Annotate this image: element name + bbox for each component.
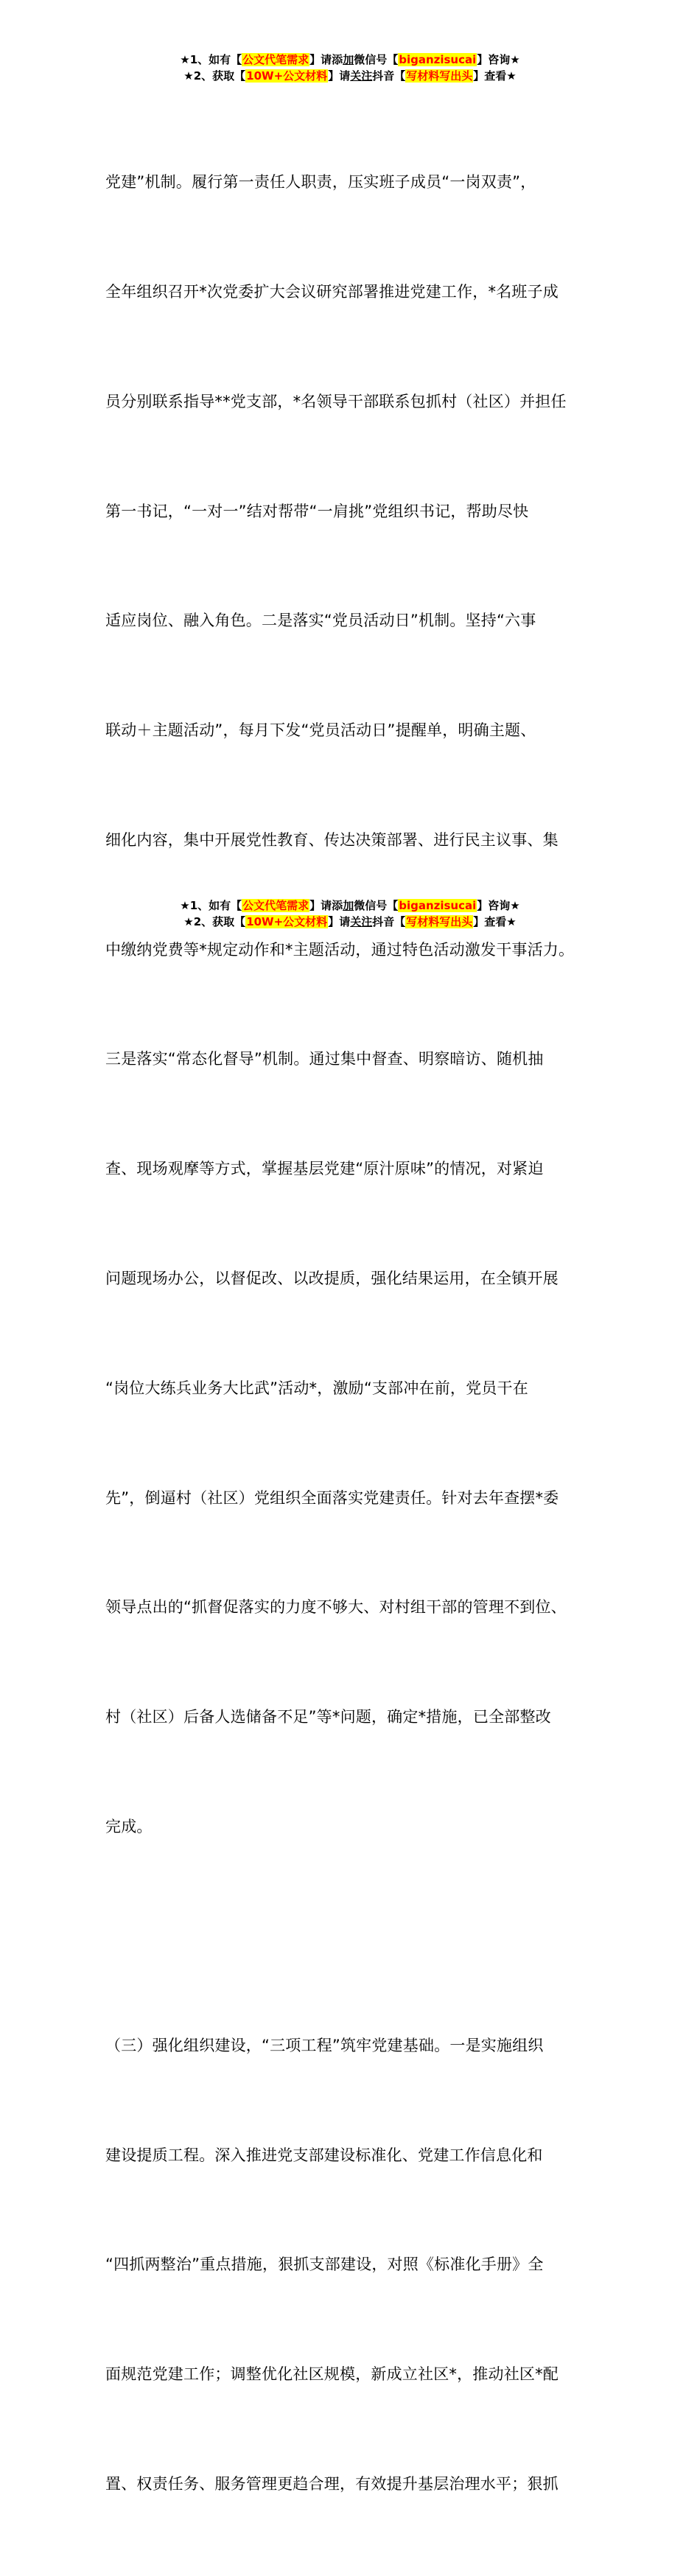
- text-line: 联动＋主题活动”，每月下发“党员活动日”提醒单，明确主题、: [105, 721, 536, 740]
- banner-highlight: 公文代笔需求: [242, 53, 309, 66]
- banner-text: 微信号【: [354, 899, 399, 912]
- banner-text: 】查看★: [473, 69, 517, 83]
- document-body: [105, 91, 606, 2576]
- text-line: 面规范党建工作；调整优化社区规模，新成立社区*，推动社区*配: [105, 2365, 559, 2384]
- text-line: 细化内容，集中开展党性教育、传达决策部署、进行民主议事、集: [105, 830, 559, 849]
- text-line: 第一书记，“一对一”结对帮带“一肩挑”党组织书记，帮助尽快: [105, 502, 529, 520]
- paragraph-spacer: [105, 1919, 606, 1955]
- banner-line-2: [0, 914, 700, 930]
- banner-highlight: 写材料写出头: [406, 69, 473, 83]
- paragraph-2: [105, 1955, 606, 2576]
- banner-underlined-text: 关注: [350, 915, 373, 928]
- text-line: 建设提质工程。深入推进党支部建设标准化、党建工作信息化和: [105, 2146, 543, 2164]
- banner-text: 】请: [328, 69, 351, 83]
- banner-text: 】查看★: [473, 915, 517, 928]
- banner-text: ★2、获取【: [183, 915, 246, 928]
- banner-underlined-text: 加: [343, 53, 354, 66]
- paragraph-1: [105, 91, 606, 1919]
- banner-text: 】请: [328, 915, 351, 928]
- text-line: 员分别联系指导**党支部，*名领导干部联系包抓村（社区）并担任: [105, 392, 567, 410]
- banner-text: 抖音【: [372, 915, 406, 928]
- header-banner: [0, 52, 700, 84]
- text-line: 置、权责任务、服务管理更趋合理，有效提升基层治理水平；狠抓: [105, 2475, 559, 2493]
- banner-highlight: 写材料写出头: [406, 915, 473, 928]
- text-line: “四抓两整治”重点措施，狠抓支部建设，对照《标准化手册》全: [105, 2255, 544, 2274]
- text-line: （三）强化组织建设，“三项工程”筑牢党建基础。一是实施组织: [105, 2036, 544, 2054]
- banner-highlight: 10W+公文材料: [246, 915, 328, 928]
- text-line: 村（社区）后备人选储备不足”等*问题，确定*措施，已全部整改: [105, 1708, 551, 1726]
- footer-banner: [0, 897, 700, 930]
- banner-text: ★2、获取【: [183, 69, 246, 83]
- banner-line-2: [0, 68, 700, 84]
- banner-highlight: biganzisucai: [399, 53, 477, 66]
- banner-highlight: 公文代笔需求: [242, 899, 309, 912]
- text-line: 全年组织召开*次党委扩大会议研究部署推进党建工作，*名班子成: [105, 282, 559, 301]
- banner-text: 】咨询★: [477, 899, 520, 912]
- banner-highlight: 10W+公文材料: [246, 69, 328, 83]
- text-line: 党建”机制。履行第一责任人职责，压实班子成员“一岗双责”，: [105, 173, 536, 192]
- text-line: 适应岗位、融入角色。二是落实“党员活动日”机制。坚持“六事: [105, 612, 536, 630]
- text-line: 查、现场观摩等方式，掌握基层党建“原汁原味”的情况，对紧迫: [105, 1160, 544, 1178]
- banner-line-1: [0, 52, 700, 68]
- banner-text: 抖音【: [372, 69, 406, 83]
- banner-highlight: biganzisucai: [399, 899, 477, 912]
- banner-text: 】咨询★: [477, 53, 520, 66]
- text-line: 领导点出的“抓督促落实的力度不够大、对村组干部的管理不到位、: [105, 1598, 567, 1617]
- banner-underlined-text: 关注: [350, 69, 373, 83]
- text-line: 先”，倒逼村（社区）党组织全面落实党建责任。针对去年查摆*委: [105, 1488, 559, 1507]
- banner-underlined-text: 加: [343, 899, 354, 912]
- banner-text: ★1、如有【: [180, 899, 242, 912]
- banner-text: 】请添: [309, 53, 343, 66]
- text-line: 三是落实“常态化督导”机制。通过集中督查、明察暗访、随机抽: [105, 1050, 544, 1068]
- banner-text: ★1、如有【: [180, 53, 242, 66]
- text-line: 问题现场办公，以督促改、以改提质，强化结果运用，在全镇开展: [105, 1270, 559, 1287]
- text-line: 中缴纳党费等*规定动作和*主题活动，通过特色活动激发干事活力。: [105, 940, 575, 959]
- text-line: 完成。: [105, 1817, 153, 1835]
- text-line: “岗位大练兵业务大比武”活动*，激励“支部冲在前，党员干在: [105, 1379, 528, 1397]
- banner-line-1: [0, 897, 700, 914]
- banner-text: 】请添: [309, 899, 343, 912]
- banner-text: 微信号【: [354, 53, 399, 66]
